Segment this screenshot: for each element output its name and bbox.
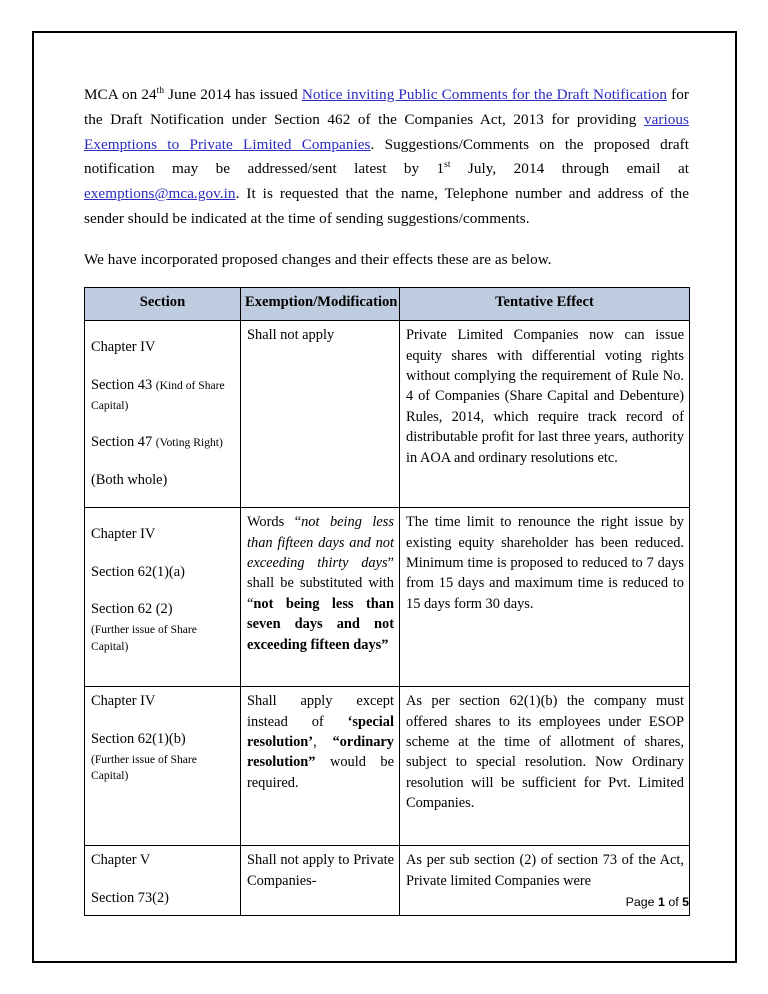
table-row xyxy=(85,508,690,687)
intro-segment-4: . Suggestions/Comments on the proposed draft notification may be addressed/sent latest by 1 xyxy=(84,135,689,178)
exemptions-table xyxy=(84,287,690,916)
section-ref-main: Section 62 (2) xyxy=(91,600,173,617)
column-header-section: Section xyxy=(85,288,241,321)
ordinal-suffix-st: st xyxy=(444,160,451,171)
section-scope-note: (Both whole) xyxy=(91,471,168,488)
column-header-tentative-effect: Tentative Effect xyxy=(400,288,690,321)
cell-exemption: Shall not apply to Private Companies- xyxy=(241,846,400,916)
exemption-quoted-original: not being less than fifteen days and not exceeding thirty days xyxy=(247,514,394,571)
section-ref-main: Section 62(1)(a) xyxy=(91,563,185,580)
footer-current-page: 1 xyxy=(657,895,665,909)
cell-tentative-effect: The time limit to renounce the right issue by existing equity shareholder has been reduced. Minimum time is proposed to reduced to 7 days from 15 days and maximum time is reduced to 15 days form 30 days. xyxy=(400,508,690,687)
intro-segment-1: MCA on 24 xyxy=(84,86,157,103)
cell-section xyxy=(85,508,241,687)
footer-total-pages: 5 xyxy=(682,895,689,909)
section-ref-main: Section 43 xyxy=(91,376,156,393)
ordinal-suffix-th: th xyxy=(156,85,165,96)
section-reference-2 xyxy=(91,432,235,452)
page-footer xyxy=(84,895,689,909)
exemption-connector: ” shall be substituted with “ xyxy=(247,554,394,612)
intro-segment-2: June 2014 has issued xyxy=(164,86,302,103)
section-ref-note: (Voting Right) xyxy=(155,436,223,450)
table-row xyxy=(85,321,690,508)
footer-prefix: Page xyxy=(625,895,658,909)
column-header-exemption: Exemption/Modification xyxy=(241,288,400,321)
footer-middle: of xyxy=(664,895,683,909)
link-various-exemptions[interactable]: various Exemptions to Private Limited Companies xyxy=(84,110,689,153)
section-ref-note: (Further issue of Share Capital) xyxy=(91,752,197,783)
intro-segment-3: for the Draft Notification under Section 462 of the Companies Act, 2013 for providing xyxy=(84,86,689,128)
intro-paragraph xyxy=(84,83,689,232)
cell-section xyxy=(85,321,241,508)
intro-segment-5: July, 2014 through email at xyxy=(450,160,690,178)
exemption-term-ordinary-resolution: “ordinary resolution” xyxy=(247,733,394,771)
exemption-connector: , xyxy=(313,733,333,750)
section-chapter: Chapter IV xyxy=(91,693,156,710)
page-border-frame xyxy=(32,31,737,963)
section-ref-main: Section 62(1)(b) xyxy=(91,730,186,747)
exemption-prefix: Words “ xyxy=(247,514,302,531)
cell-exemption xyxy=(241,687,400,846)
link-notice-inviting-public-comments[interactable]: Notice inviting Public Comments for the Draft Notification xyxy=(301,86,668,103)
section-reference-1 xyxy=(91,375,235,416)
section-ref-note: (Kind of Share Capital) xyxy=(91,378,225,412)
exemption-quoted-replacement: not being less than seven days and not exceeding fifteen days xyxy=(247,595,394,653)
section-reference-1 xyxy=(91,729,235,749)
table-row xyxy=(85,687,690,846)
section-chapter: Chapter IV xyxy=(91,339,156,356)
exemption-prefix: Shall apply except instead of xyxy=(247,693,394,730)
section-chapter: Chapter V xyxy=(91,852,151,869)
section-ref-note: (Further issue of Share Capital) xyxy=(91,623,197,653)
section-ref-main: Section 47 xyxy=(91,434,156,451)
cell-tentative-effect: Private Limited Companies now can issue equity shares with differential voting rights without complying the requirement of Rule No. 4 of Companies (Share Capital and Debenture) Rules, 2014, which require track record of distributable profit for last three years, authority in AOA and ordinary resolutions etc. xyxy=(400,321,690,508)
cell-section xyxy=(85,687,241,846)
cell-exemption xyxy=(241,508,400,687)
section-reference-1: Section 73(2) xyxy=(91,889,169,906)
link-email-exemptions[interactable]: exemptions@mca.gov.in xyxy=(84,185,236,203)
cell-exemption: Shall not apply xyxy=(241,321,400,508)
section-reference-2 xyxy=(91,599,235,619)
exemption-suffix: ” xyxy=(381,636,389,653)
exemption-term-special-resolution: ‘special resolution’ xyxy=(247,713,394,750)
cell-tentative-effect: As per sub section (2) of section 73 of the Act, Private limited Companies were xyxy=(400,846,690,916)
cell-tentative-effect: As per section 62(1)(b) the company must offered shares to its employees under ESOP scheme at the time of allotment of shares, subject to special resolution. Now Ordinary resolution will be sufficient for Pvt. Limited Companies. xyxy=(400,687,690,846)
page-content xyxy=(84,83,689,916)
lead-in-paragraph: We have incorporated proposed changes and their effects these are as below. xyxy=(84,250,552,268)
section-chapter: Chapter IV xyxy=(91,526,156,543)
intro-segment-6: . It is requested that the name, Telephone number and address of the sender should be indicated at the time of sending suggestions/comments. xyxy=(84,185,689,227)
table-header-row xyxy=(85,288,690,321)
section-reference-1 xyxy=(91,562,235,582)
exemption-suffix: would be required. xyxy=(247,754,394,791)
